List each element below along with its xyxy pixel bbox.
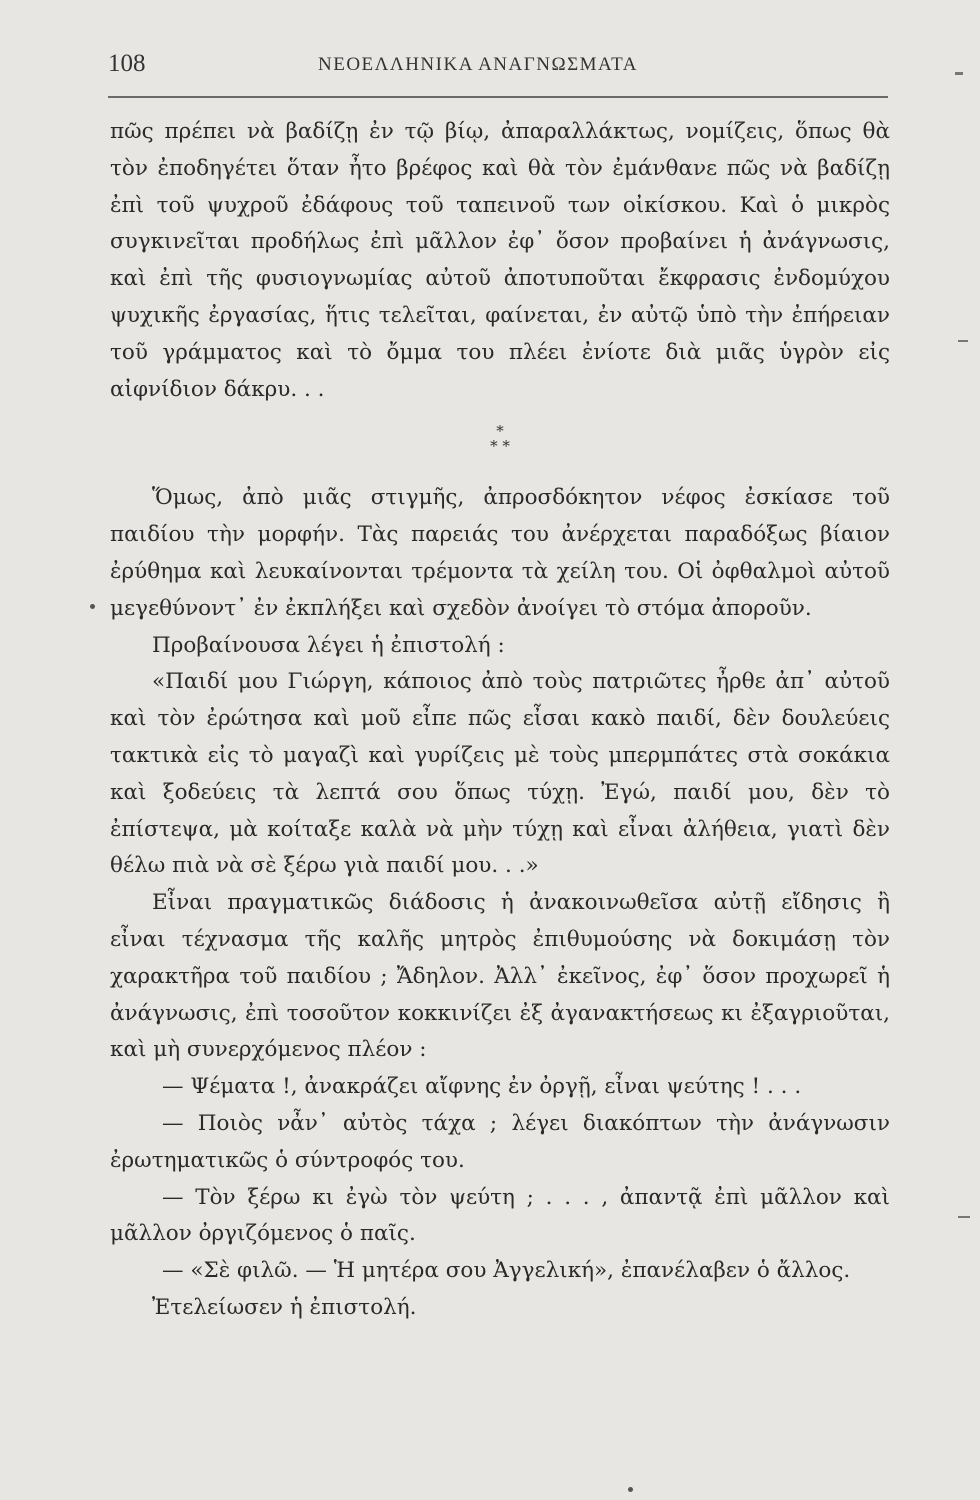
asterism-bottom: * * <box>490 437 510 456</box>
page-number: 108 <box>108 50 146 77</box>
asterism-top: * <box>496 422 504 441</box>
ink-speck <box>628 1487 633 1492</box>
header-rule <box>108 96 888 98</box>
paragraph-1: πῶς πρέπει νὰ βαδίζῃ ἐν τῷ βίῳ, ἀπαραλλάκτως, νομίζεις, ὅπως θὰ τὸν ἐποδηγέτει ὅταν ἦτο βρέφος καὶ θὰ τὸν ἐμάνθανε πῶς νὰ βαδίζῃ ἐπὶ τοῦ ψυχροῦ ἐδάφους τοῦ ταπεινοῦ των οἰκίσκου. Καὶ ὁ μικρὸς συγκινεῖται προδήλως ἐπὶ μᾶλλον ἐφ᾽ ὅσον προβαίνει ἡ ἀνάγνωσις, καὶ ἐπὶ τῆς φυσιογνωμίας αὐτοῦ ἀποτυποῦται ἔκφρασις ἐνδομύχου ψυχικῆς ἐργασίας, ἥτις τελεῖται, φαίνεται, ἐν αὐτῷ ὑπὸ τὴν ἐπήρειαν τοῦ γράμματος καὶ τὸ ὄμμα του πλέει ἐνίοτε διὰ μιᾶς ὑγρὸν εἰς αἰφνίδιον δάκρυ. . . <box>110 119 890 402</box>
page-header <box>108 46 888 86</box>
page-edge-mark <box>958 340 968 342</box>
body-text <box>110 114 890 1327</box>
dialogue-line-2: — Ποιὸς νἆν᾽ αὐτὸς τάχα ; λέγει διακόπτων τὴν ἀνάγνωσιν ἐρωτηματικῶς ὁ σύντροφός του. <box>110 1110 890 1173</box>
section-break <box>110 408 890 480</box>
paragraph-2: Ὅμως, ἀπὸ μιᾶς στιγμῆς, ἀπροσδόκητον νέφος ἐσκίασε τοῦ παιδίου τὴν μορφήν. Τὰς παρειάς του ἀνέρχεται παραδόξως βίαιον ἐρύθημα καὶ λευκαίνονται τρέμοντα τὰ χείλη του. Οἱ ὀφθαλμοὶ αὐτοῦ μεγεθύνοντ᾽ ἐν ἐκπλήξει καὶ σχεδὸν ἀνοίγει τὸ στόμα ἀποροῦν. <box>110 485 890 621</box>
ink-speck <box>90 604 95 609</box>
page-edge-mark <box>958 1216 970 1218</box>
closing-line: Ἐτελείωσεν ἡ ἐπιστολή. <box>152 1294 417 1320</box>
letter-quote: «Παιδί μου Γιώργη, κάποιος ἀπὸ τοὺς πατριῶτες ἦρθε ἀπ᾽ αὐτοῦ καὶ τὸν ἐρώτησα καὶ μοῦ εἶπε πῶς εἶσαι κακὸ παιδί, δὲν δουλεύεις τακτικὰ εἰς τὸ μαγαζὶ καὶ γυρίζεις μὲ τοὺς μπερμπάτες στὰ σοκάκια καὶ ξοδεύεις τὰ λεπτά σου ὅπως τύχῃ. Ἐγώ, παιδί μου, δὲν τὸ ἐπίστεψα, μὰ κοίταξε καλὰ νὰ μὴν τύχῃ καὶ εἶναι ἀλήθεια, γιατὶ δὲν θέλω πιὰ νὰ σὲ ξέρω γιὰ παιδί μου. . .» <box>110 669 890 879</box>
running-title: ΝΕΟΕΛΛΗΝΙΚΑ ΑΝΑΓΝΩΣΜΑΤΑ <box>318 54 638 75</box>
dialogue-line-3: — Τὸν ξέρω κι ἐγὼ τὸν ψεύτη ; . . . , ἀπαντᾷ ἐπὶ μᾶλλον καὶ μᾶλλον ὀργιζόμενος ὁ παῖς. <box>110 1184 890 1247</box>
dialogue-line-1: — Ψέματα !, ἀνακράζει αἴφνης ἐν ὀργῇ, εἶναι ψεύτης ! . . . <box>162 1074 802 1100</box>
asterism <box>470 424 530 454</box>
paragraph-3: Προβαίνουσα λέγει ἡ ἐπιστολή : <box>152 632 505 658</box>
paragraph-5: Εἶναι πραγματικῶς διάδοσις ἡ ἀνακοινωθεῖσα αὐτῇ εἴδησις ἢ εἶναι τέχνασμα τῆς καλῆς μητρὸς ἐπιθυμούσης νὰ δοκιμάσῃ τὸν χαρακτῆρα τοῦ παιδίου ; Ἄδηλον. Ἀλλ᾽ ἐκεῖνος, ἐφ᾽ ὅσον προχωρεῖ ἡ ἀνάγνωσις, ἐπὶ τοσοῦτον κοκκινίζει ἐξ ἀγανακτήσεως κι ἐξαγριοῦται, καὶ μὴ συνερχόμενος πλέον : <box>110 890 890 1063</box>
dialogue-line-4: — «Σὲ φιλῶ. — Ἡ μητέρα σου Ἀγγελική», ἐπανέλαβεν ὁ ἄλλος. <box>162 1258 851 1284</box>
page-edge-mark <box>955 72 963 75</box>
